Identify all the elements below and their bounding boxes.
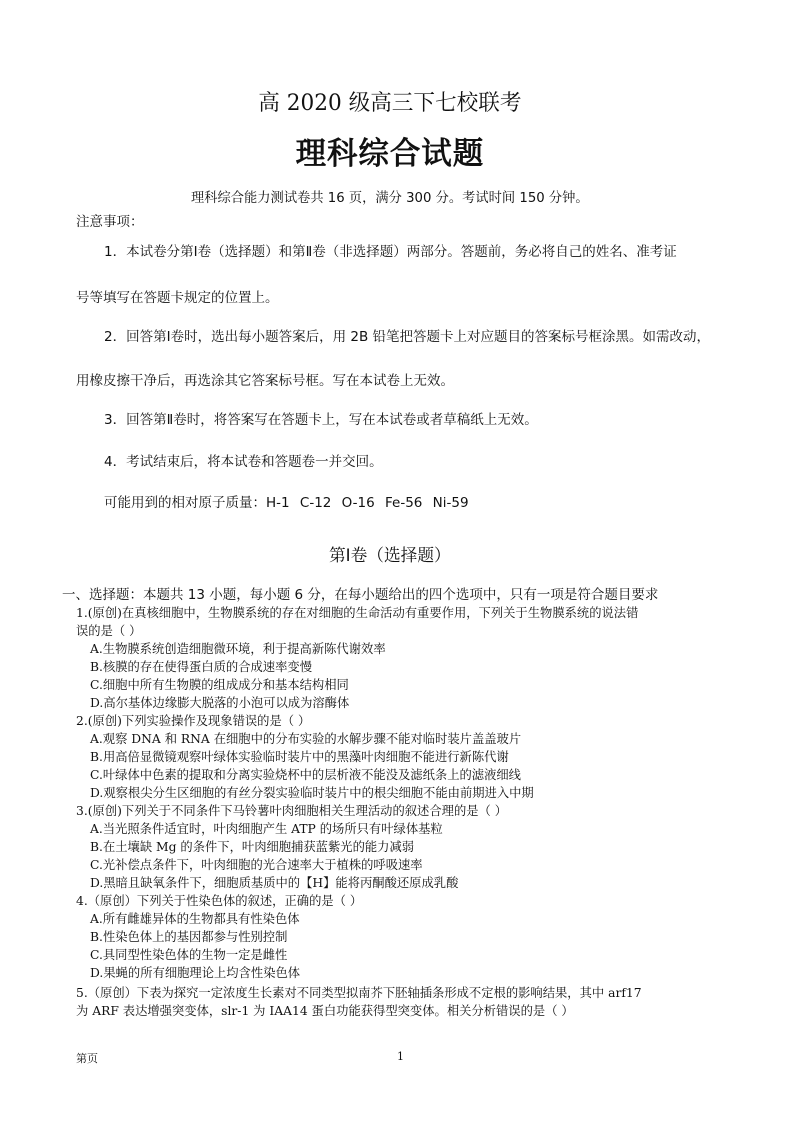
question-4-option-c: C.具同型性染色体的生物一定是雌性 [90, 948, 288, 962]
exam-subject-title: 理科综合试题 [295, 136, 485, 172]
notes-heading: 注意事项： [76, 214, 144, 230]
question-2-stem: 2.(原创)下列实验操作及现象错误的是（ ） [76, 714, 311, 728]
note-item-3: 3．回答第Ⅱ卷时，将答案写在答题卡上，写在本试卷或者草稿纸上无效。 [104, 412, 538, 428]
note-item-4: 4．考试结束后，将本试卷和答题卷一并交回。 [104, 454, 383, 470]
question-3-option-c: C.光补偿点条件下，叶肉细胞的光合速率大于植株的呼吸速率 [90, 858, 423, 872]
section-title: 第Ⅰ卷（选择题） [328, 546, 451, 566]
note-item-2: 2．回答第Ⅰ卷时，选出每小题答案后，用 2B 铅笔把答题卡上对应题目的答案标号框涂黑。如需改动， [104, 329, 711, 345]
question-3-option-b: B.在土壤缺 Mg 的条件下，叶肉细胞捕获蓝紫光的能力减弱 [90, 840, 415, 854]
section-description: 一、选择题：本题共 13 小题，每小题 6 分，在每小题给出的四个选项中，只有一项是符合题目要求 [62, 587, 659, 603]
exam-intro: 理科综合能力测试卷共 16 页，满分 300 分。考试时间 150 分钟。 [191, 190, 589, 206]
question-1-option-c: C.细胞中所有生物膜的组成成分和基本结构相同 [90, 678, 349, 692]
question-1-option-a: A.生物膜系统创造细胞微环境，利于提高新陈代谢效率 [90, 642, 386, 656]
note-item-2-continued: 用橡皮擦干净后，再选涂其它答案标号框。写在本试卷上无效。 [76, 373, 454, 389]
question-4-option-b: B.性染色体上的基因都参与性别控制 [90, 930, 288, 944]
question-2-option-b: B.用高倍显微镜观察叶绿体实验临时装片中的黑藻叶肉细胞不能进行新陈代谢 [90, 750, 509, 764]
footer-page-number: 1 [397, 1050, 404, 1063]
note-item-1: 1．本试卷分第Ⅰ卷（选择题）和第Ⅱ卷（非选择题）两部分。答题前，务必将自己的姓名、准考证 [104, 244, 677, 260]
atomic-masses: 可能用到的相对原子质量：H-1 C-12 O-16 Fe-56 Ni-59 [104, 495, 469, 511]
question-1-option-d: D.高尔基体边缘膨大脱落的小泡可以成为溶酶体 [90, 696, 350, 710]
footer-page-label: 第页 [76, 1052, 98, 1065]
question-2-option-c: C.叶绿体中色素的提取和分离实验烧杯中的层析液不能没及滤纸条上的滤液细线 [90, 768, 521, 782]
exam-title: 高 2020 级高三下七校联考 [258, 91, 522, 116]
question-4-option-a: A.所有雌雄异体的生物都具有性染色体 [90, 912, 300, 926]
question-2-option-d: D.观察根尖分生区细胞的有丝分裂实验临时装片中的根尖细胞不能由前期进入中期 [90, 786, 534, 800]
question-4-stem: 4.（原创）下列关于性染色体的叙述，正确的是（ ） [76, 894, 363, 908]
question-4-option-d: D.果蝇的所有细胞理论上均含性染色体 [90, 966, 301, 980]
question-1-option-b: B.核膜的存在使得蛋白质的合成速率变慢 [90, 660, 312, 674]
question-5-stem-continued: 为 ARF 表达增强突变体，slr-1 为 IAA14 蛋白功能获得型突变体。相关分析错误的是（ ） [76, 1004, 574, 1018]
note-item-1-continued: 号等填写在答题卡规定的位置上。 [76, 290, 279, 306]
question-3-stem: 3.(原创)下列关于不同条件下马铃薯叶肉细胞相关生理活动的叙述合理的是（ ） [76, 804, 508, 818]
question-2-option-a: A.观察 DNA 和 RNA 在细胞中的分布实验的水解步骤不能对临时装片盖盖玻片 [90, 732, 522, 746]
question-5-stem: 5.（原创）下表为探究一定浓度生长素对不同类型拟南芥下胚轴插条形成不定根的影响结果，其中 arf17 [76, 986, 642, 1000]
question-3-option-a: A.当光照条件适宜时，叶肉细胞产生 ATP 的场所只有叶绿体基粒 [90, 822, 443, 836]
question-3-option-d: D.黑暗且缺氧条件下，细胞质基质中的【H】能将丙酮酸还原成乳酸 [90, 876, 459, 890]
question-1-stem: 1.(原创)在真核细胞中，生物膜系统的存在对细胞的生命活动有重要作用，下列关于生物膜系统的说法错 [76, 606, 639, 620]
question-1-stem-continued: 误的是（ ） [76, 624, 142, 638]
